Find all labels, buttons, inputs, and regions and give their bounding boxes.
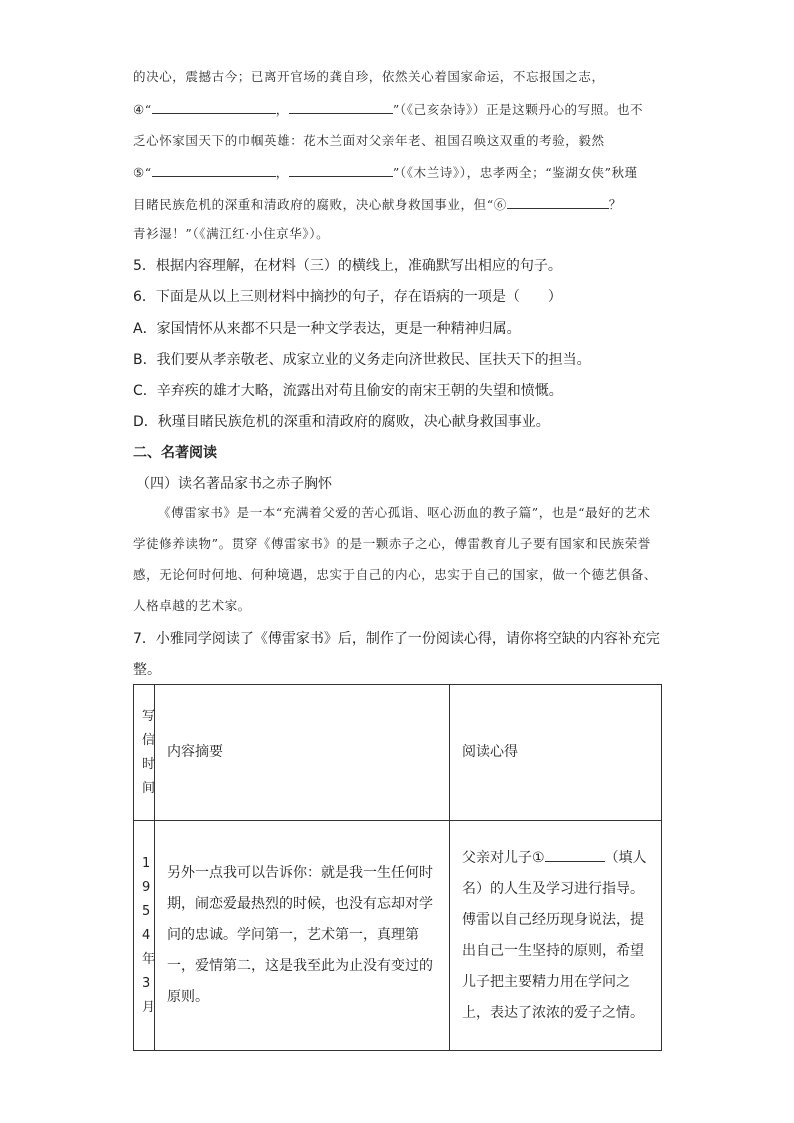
question-5: 5．根据内容理解，在材料（三）的横线上，准确默写出相应的句子。 xyxy=(133,258,562,274)
fill-blank-5a[interactable] xyxy=(152,162,276,177)
blank-4-prefix: ④“ xyxy=(133,102,152,117)
blank-6-prefix: 目睹民族危机的深重和清政府的腐败，决心献身救国事业，但“⑥ xyxy=(133,197,507,212)
option-d[interactable]: D．秋瑾目睹民族危机的深重和清政府的腐败，决心献身救国事业。 xyxy=(133,414,550,430)
header-reflection-cell xyxy=(450,685,662,821)
option-a[interactable]: A．家国情怀从来都不只是一种文学表达，更是一种精神归属。 xyxy=(133,321,521,337)
header-time-cell xyxy=(134,685,155,821)
row-reflection-cell xyxy=(450,821,662,1051)
section-heading: 二、名著阅读 xyxy=(133,445,217,461)
material-line-1: 的决心，震撼古今；已离开官场的龚自珍，依然关心着国家命运，不忘报国之志， xyxy=(133,69,605,84)
material-line-6: 青衫湿！”（《满江红·小住京华》）。 xyxy=(133,226,330,241)
question-7-line-2: 整。 xyxy=(133,662,161,678)
header-summary: 内容摘要 xyxy=(167,744,223,760)
table-row xyxy=(134,821,662,1051)
header-summary-cell xyxy=(155,685,450,821)
reflection-prefix: 父亲对儿子① xyxy=(462,849,545,866)
blank-4-suffix: ”（《己亥杂诗》）正是这颗丹心的写照。也不 xyxy=(392,102,644,117)
question-6: 6．下面是从以上三则材料中摘抄的句子，存在语病的一项是（ ） xyxy=(133,289,562,305)
blank-6-suffix: ？ xyxy=(608,197,622,212)
blank-5-suffix: ”（《木兰诗》），忠孝两全；“鉴湖女侠”秋瑾 xyxy=(392,165,638,180)
option-b[interactable]: B．我们要从孝亲敬老、成家立业的义务走向济世救民、匡扶天下的担当。 xyxy=(133,352,591,368)
row-time-cell xyxy=(134,821,155,1051)
intro-paragraph: 《傅雷家书》是一本“充满着父爱的苦心孤诣、呕心沥血的教子篇”，也是“最好的艺术学徒修养读物”。贯穿《傅雷家书》的是一颗赤子之心，傅雷教育儿子要有国家和民族荣誉感，无论何时何地、何种境遇，忠实于自己的内心，忠实于自己的国家，做一个德艺俱备、人格卓越的艺术家。 xyxy=(133,505,658,613)
question-7-line-1: 7．小雅同学阅读了《傅雷家书》后，制作了一份阅读心得，请你将空缺的内容补充完 xyxy=(133,631,660,647)
reading-notes-table xyxy=(133,684,662,1051)
material-line-5 xyxy=(133,194,622,213)
row-summary-cell xyxy=(155,821,450,1051)
fill-blank-6[interactable] xyxy=(507,194,609,209)
section-subheading: （四）读名著品家书之赤子胸怀 xyxy=(136,476,332,492)
material-line-2 xyxy=(133,99,643,118)
table-header-row xyxy=(134,685,662,821)
header-reflection: 阅读心得 xyxy=(462,744,518,760)
row-reflection xyxy=(450,843,661,1029)
blank-5-sep: ， xyxy=(275,165,289,180)
row-time: 1954年3月 xyxy=(142,855,156,1015)
reflection-rest: （填人名）的人生及学习进行指导。傅雷以自己经历现身说法，提出自己一生坚持的原则，希望儿子把主要精力用在学问之上，表达了浓浓的爱子之情。 xyxy=(462,849,647,1021)
blank-5-prefix: ⑤“ xyxy=(133,165,152,180)
material-line-4 xyxy=(133,162,638,181)
material-line-3: 乏心怀家国天下的巾帼英雄：花木兰面对父亲年老、祖国召唤这双重的考验，毅然 xyxy=(133,133,605,148)
row-summary: 另外一点我可以告诉你：就是我一生任何时期，闹恋爱最热烈的时候，也没有忘却对学问的忠诚。学问第一，艺术第一，真理第一，爱情第二，这是我至此为止没有变过的原则。 xyxy=(167,865,433,1005)
fill-blank-4a[interactable] xyxy=(152,99,276,114)
header-time: 写信时间 xyxy=(142,708,156,796)
fill-blank-name[interactable] xyxy=(545,847,605,862)
blank-4-sep: ， xyxy=(275,102,289,117)
fill-blank-4b[interactable] xyxy=(289,99,393,114)
fill-blank-5b[interactable] xyxy=(289,162,393,177)
option-c[interactable]: C．辛弃疾的雄才大略，流露出对苟且偷安的南宋王朝的失望和愤慨。 xyxy=(133,383,563,399)
